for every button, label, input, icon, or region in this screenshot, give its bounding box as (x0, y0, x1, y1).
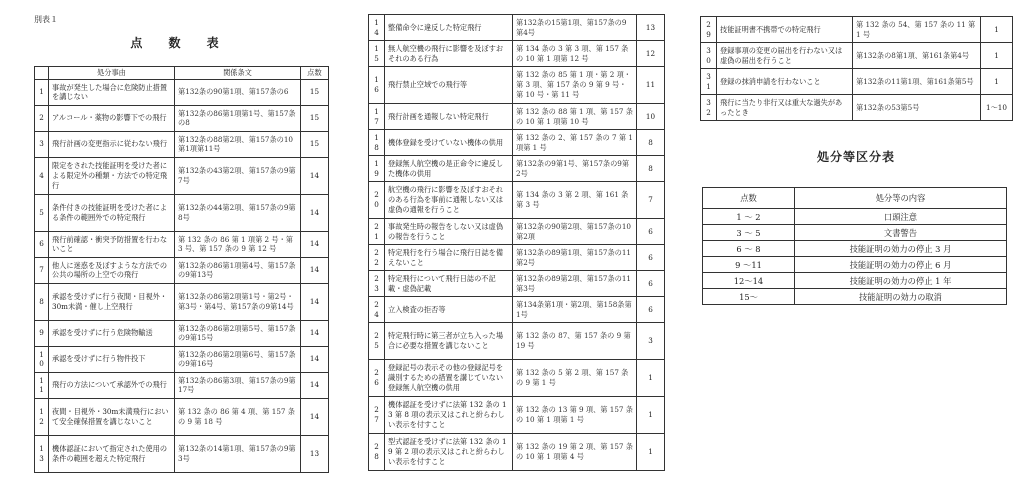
category-content: 技能証明の効力の取消 (795, 289, 1007, 305)
row-article: 第 132 条の 54、第 157 条の 11 第 1 号 (853, 17, 981, 43)
row-points: 6 (637, 245, 665, 271)
row-reason: 承認を受けずに行う危険物輸送 (49, 320, 175, 346)
row-points: 1～10 (981, 95, 1013, 121)
row-reason: 機体登録を受けていない機体の供用 (385, 130, 513, 156)
category-table-header (703, 188, 1007, 209)
row-points: 3 (637, 323, 665, 360)
row-article: 第132条の8第1項、第161条第4号 (853, 43, 981, 69)
row-reason: 限定をされた技能証明を受けた者による限定外の種類・方法での特定飛行 (49, 157, 175, 194)
row-article: 第132条の86第2項第5号、第157条の9第15号 (175, 320, 301, 346)
table-row (369, 245, 665, 271)
row-number: 8 (35, 283, 49, 320)
row-number: 16 (369, 67, 385, 104)
row-article: 第132条の11第1項、第161条第5号 (853, 69, 981, 95)
row-reason: 承認を受けずに行う物件投下 (49, 346, 175, 372)
row-number: 4 (35, 157, 49, 194)
category-row (703, 273, 1007, 289)
category-row (703, 289, 1007, 305)
row-number: 13 (35, 435, 49, 472)
row-article: 第 132 条の 85 第 1 項・第 2 項・第 3 項、第 157 条の 9 第 9 号・第 10 号・第 11 号 (513, 67, 637, 104)
table-row (701, 95, 1013, 121)
row-number: 24 (369, 297, 385, 323)
row-article: 第132条の89第1項、第157条の11第2号 (513, 245, 637, 271)
category-points: 15～ (703, 289, 795, 305)
document-label: 別表１ (34, 15, 58, 24)
row-article: 第132条の53第5号 (853, 95, 981, 121)
row-number: 30 (701, 43, 717, 69)
table-row (35, 320, 329, 346)
row-number: 15 (369, 41, 385, 67)
row-number: 32 (701, 95, 717, 121)
category-table (702, 187, 1007, 305)
category-points: 9 ～11 (703, 257, 795, 273)
table-row (369, 130, 665, 156)
row-reason: 飛行計画を通報しない特定飛行 (385, 104, 513, 130)
category-content: 技能証明の効力の停止 1 年 (795, 273, 1007, 289)
row-reason: 特定飛行について飛行日誌の不記載・虚偽記載 (385, 271, 513, 297)
row-reason: 飛行前確認・衝突予防措置を行わないこと (49, 231, 175, 257)
row-number: 1 (35, 79, 49, 105)
row-article: 第 132 条の 13 第 9 項、第 157 条の 10 第 1 項第 1 号 (513, 397, 637, 434)
row-points: 14 (301, 257, 329, 283)
table-row (369, 219, 665, 245)
points-table-part-3 (700, 16, 1013, 121)
row-reason: 型式認証を受けずに法第 132 条の 19 第 2 項の表示又はこれと紛らわしい表示を付すこと (385, 434, 513, 471)
row-reason: 機体認証を受けずに法第 132 条の 13 第 8 項の表示又はこれと紛らわしい表示を付すこと (385, 397, 513, 434)
row-reason: 飛行計画の変更指示に従わない飛行 (49, 131, 175, 157)
row-reason: 夜間・目視外・30m未満飛行において安全確保措置を講じないこと (49, 398, 175, 435)
row-number: 23 (369, 271, 385, 297)
row-reason: 特定飛行を行う場合に飛行日誌を備えないこと (385, 245, 513, 271)
row-reason: 機体認証において指定された使用の条件の範囲を超えた特定飛行 (49, 435, 175, 472)
row-article: 第 132 条の 2、第 157 条の 7 第 1 項第 1 号 (513, 130, 637, 156)
row-number: 21 (369, 219, 385, 245)
row-number: 2 (35, 105, 49, 131)
row-article: 第 134 条の 3 第 2 項、第 161 条第 3 号 (513, 182, 637, 219)
row-points: 14 (301, 194, 329, 231)
category-content: 技能証明の効力の停止 3 月 (795, 241, 1007, 257)
category-content: 口頭注意 (795, 209, 1007, 225)
row-reason: 飛行の方法について承認外での飛行 (49, 372, 175, 398)
category-header-points: 点数 (703, 188, 795, 209)
row-points: 12 (637, 41, 665, 67)
table-row (35, 157, 329, 194)
row-points: 13 (637, 15, 665, 41)
row-reason: 立入検査の拒否等 (385, 297, 513, 323)
table-row (369, 156, 665, 182)
category-header-content: 処分等の内容 (795, 188, 1007, 209)
table-row (35, 435, 329, 472)
row-points: 1 (981, 69, 1013, 95)
category-row (703, 241, 1007, 257)
category-points: 6 ～ 8 (703, 241, 795, 257)
row-number: 6 (35, 231, 49, 257)
table-row (35, 105, 329, 131)
row-points: 6 (637, 297, 665, 323)
row-number: 31 (701, 69, 717, 95)
row-reason: 登録事項の変更の届出を行わない又は虚偽の届出を行うこと (717, 43, 853, 69)
table-row (701, 17, 1013, 43)
row-points: 14 (301, 231, 329, 257)
row-points: 8 (637, 156, 665, 182)
row-article: 第132条の86第3項、第157条の9第17号 (175, 372, 301, 398)
row-article: 第132条の86第1項第4号、第157条の9第13号 (175, 257, 301, 283)
row-number: 14 (369, 15, 385, 41)
row-points: 1 (637, 434, 665, 471)
row-points: 14 (301, 346, 329, 372)
table-row (35, 398, 329, 435)
table-row (35, 346, 329, 372)
row-article: 第132条の88第2項、第157条の10第1項第11号 (175, 131, 301, 157)
row-reason: 登録の抹消申請を行わないこと (717, 69, 853, 95)
row-reason: 飛行に当たり非行又は重大な過失があったとき (717, 95, 853, 121)
row-reason: 他人に迷惑を及ぼすような方法での公共の場所の上空での飛行 (49, 257, 175, 283)
header-article: 関係条文 (175, 67, 301, 80)
row-number: 22 (369, 245, 385, 271)
row-article: 第132条の90第2項、第157条の10第2項 (513, 219, 637, 245)
category-content: 技能証明の効力の停止 6 月 (795, 257, 1007, 273)
row-points: 15 (301, 131, 329, 157)
points-table-title: 点 数 表 (130, 36, 230, 50)
category-table-title: 処分等区分表 (816, 150, 895, 164)
table-row (369, 323, 665, 360)
row-number: 17 (369, 104, 385, 130)
category-row (703, 257, 1007, 273)
row-reason: 航空機の飛行に影響を及ぼすおそれのある行為を事前に通報しない又は虚偽の通報を行うこと (385, 182, 513, 219)
row-number: 20 (369, 182, 385, 219)
row-points: 7 (637, 182, 665, 219)
row-points: 15 (301, 105, 329, 131)
header-reason: 処分事由 (49, 67, 175, 80)
row-number: 26 (369, 360, 385, 397)
points-table-part-2 (368, 14, 665, 471)
table-row (35, 283, 329, 320)
table-row (35, 79, 329, 105)
table-row (35, 257, 329, 283)
table-row (701, 43, 1013, 69)
table-row (369, 434, 665, 471)
table-row (369, 41, 665, 67)
row-points: 6 (637, 219, 665, 245)
row-reason: 条件付きの技能証明を受けた者による条件の範囲外での特定飛行 (49, 194, 175, 231)
category-points: 12～14 (703, 273, 795, 289)
header-points: 点数 (301, 67, 329, 80)
row-reason: 技能証明書不携帯での特定飛行 (717, 17, 853, 43)
table-row (369, 271, 665, 297)
row-number: 28 (369, 434, 385, 471)
row-article: 第132条の86第1項第1号、第157条の8 (175, 105, 301, 131)
row-points: 14 (301, 320, 329, 346)
category-row (703, 225, 1007, 241)
row-points: 1 (981, 17, 1013, 43)
row-article: 第 132 条の 5 第 2 項、第 157 条の 9 第 1 号 (513, 360, 637, 397)
row-reason: 登録記号の表示その他の登録記号を識別するための措置を講じていない登録無人航空機の供用 (385, 360, 513, 397)
row-article: 第132条の86第2項第1号・第2号・第3号・第4号、第157条の9第14号 (175, 283, 301, 320)
row-points: 14 (301, 398, 329, 435)
row-article: 第 132 条の 19 第 2 項、第 157 条の 10 第 1 項第 4 号 (513, 434, 637, 471)
row-number: 7 (35, 257, 49, 283)
row-reason: 無人航空機の飛行に影響を及ぼすおそれのある行為 (385, 41, 513, 67)
row-points: 11 (637, 67, 665, 104)
row-article: 第 132 条の 87、第 157 条の 9 第 19 号 (513, 323, 637, 360)
row-points: 14 (301, 283, 329, 320)
row-points: 1 (981, 43, 1013, 69)
row-points: 14 (301, 157, 329, 194)
row-article: 第 134 条の 3 第 3 項、第 157 条の 10 第 1 項第 12 号 (513, 41, 637, 67)
row-number: 11 (35, 372, 49, 398)
category-row (703, 209, 1007, 225)
row-article: 第132条の90第1項、第157条の6 (175, 79, 301, 105)
row-article: 第132条の15第1項、第157条の9第4号 (513, 15, 637, 41)
table-row (369, 360, 665, 397)
row-reason: 飛行禁止空域での飛行等 (385, 67, 513, 104)
table-row (369, 397, 665, 434)
row-number: 3 (35, 131, 49, 157)
table-row (35, 372, 329, 398)
row-article: 第132条の43第2項、第157条の9第7号 (175, 157, 301, 194)
row-points: 14 (301, 372, 329, 398)
row-article: 第132条の14第1項、第157条の9第3号 (175, 435, 301, 472)
row-reason: 整備命令に違反した特定飛行 (385, 15, 513, 41)
table-row (35, 194, 329, 231)
points-table-header (35, 67, 329, 80)
row-reason: アルコール・薬物の影響下での飛行 (49, 105, 175, 131)
table-row (35, 131, 329, 157)
table-row (369, 15, 665, 41)
row-number: 10 (35, 346, 49, 372)
row-article: 第 132 条の 88 第 1 項、第 157 条の 10 第 1 項第 10 号 (513, 104, 637, 130)
row-article: 第132条の89第2項、第157条の11第3号 (513, 271, 637, 297)
row-reason: 事故発生時の報告をしない又は虚偽の報告を行うこと (385, 219, 513, 245)
row-number: 19 (369, 156, 385, 182)
table-row (369, 67, 665, 104)
category-content: 文書警告 (795, 225, 1007, 241)
table-row (35, 231, 329, 257)
table-row (369, 297, 665, 323)
row-points: 13 (301, 435, 329, 472)
row-article: 第 132 条の 86 第 1 項第 2 号・第 3 号、第 157 条の 9 第 12 号 (175, 231, 301, 257)
row-number: 29 (701, 17, 717, 43)
row-number: 27 (369, 397, 385, 434)
row-points: 1 (637, 397, 665, 434)
row-number: 25 (369, 323, 385, 360)
row-article: 第134条第1項・第2項、第158条第1号 (513, 297, 637, 323)
row-article: 第132条の44第2項、第157条の9第8号 (175, 194, 301, 231)
row-article: 第132条の9第1号、第157条の9第2号 (513, 156, 637, 182)
row-number: 12 (35, 398, 49, 435)
row-article: 第132条の86第2項第6号、第157条の9第16号 (175, 346, 301, 372)
row-points: 15 (301, 79, 329, 105)
row-points: 1 (637, 360, 665, 397)
category-points: 3 ～ 5 (703, 225, 795, 241)
header-no (35, 67, 49, 80)
row-points: 10 (637, 104, 665, 130)
points-table-part-1 (34, 66, 329, 473)
category-points: 1 ～ 2 (703, 209, 795, 225)
row-number: 9 (35, 320, 49, 346)
row-reason: 特定飛行時に第三者が立ち入った場合に必要な措置を講じないこと (385, 323, 513, 360)
row-points: 6 (637, 271, 665, 297)
table-row (369, 182, 665, 219)
row-reason: 事故が発生した場合に危険防止措置を講じない (49, 79, 175, 105)
row-reason: 承認を受けずに行う夜間・目視外・30m未満・催し上空飛行 (49, 283, 175, 320)
row-points: 8 (637, 130, 665, 156)
row-number: 18 (369, 130, 385, 156)
row-article: 第 132 条の 86 第 4 項、第 157 条の 9 第 18 号 (175, 398, 301, 435)
table-row (701, 69, 1013, 95)
row-reason: 登録無人航空機の是正命令に違反した機体の供用 (385, 156, 513, 182)
row-number: 5 (35, 194, 49, 231)
table-row (369, 104, 665, 130)
